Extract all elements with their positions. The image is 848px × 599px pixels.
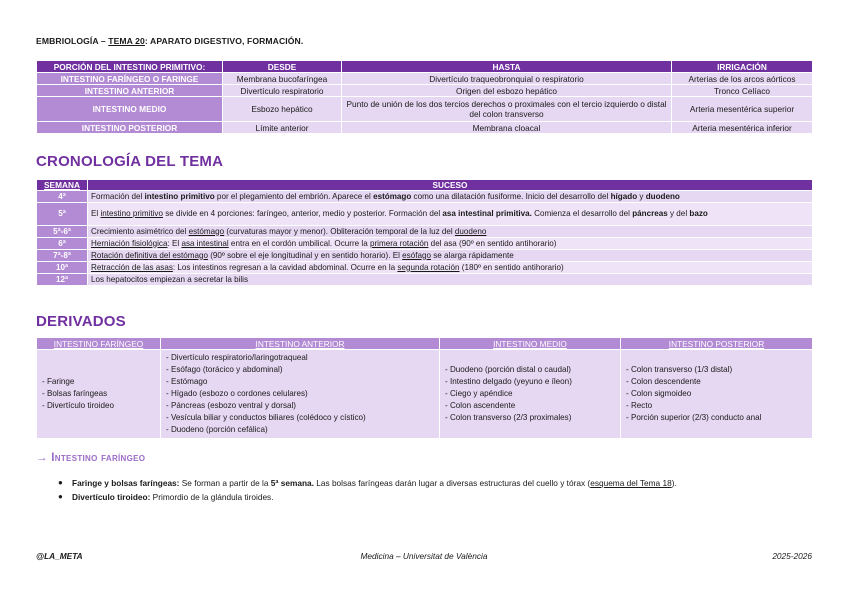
- row-desde: Membrana bucofaríngea: [223, 73, 342, 85]
- row-porcion: INTESTINO ANTERIOR: [37, 85, 223, 97]
- event-underline: intestino primitivo: [100, 209, 163, 218]
- derivados-posterior-cell: [621, 350, 813, 439]
- event-text: (90º sobre el eje longitudinal y en sentido horario). El: [207, 250, 403, 260]
- document-title: [36, 36, 303, 46]
- list-item: [58, 476, 812, 490]
- table-row: [37, 85, 813, 97]
- event-underline: esófago: [402, 250, 431, 260]
- list-item: - Divertículo tiroideo: [42, 401, 114, 410]
- bullet-bold: Divertículo tiroideo:: [72, 492, 151, 502]
- tema18-link[interactable]: esquema del Tema 18: [590, 478, 672, 488]
- week-cell: 6ª: [37, 238, 88, 250]
- list-item: - Colon sigmoideo: [626, 389, 692, 398]
- portions-header-row: [37, 61, 813, 73]
- event-underline: Retracción de las asas: [91, 262, 173, 272]
- derivados-medio-cell: [440, 350, 621, 439]
- row-irrigacion: Tronco Celíaco: [672, 85, 813, 97]
- cronologia-heading: CRONOLOGÍA DEL TEMA: [36, 153, 224, 170]
- table-row: [37, 226, 813, 238]
- derivados-table: [36, 337, 813, 439]
- table-row: [37, 122, 813, 134]
- list-item: - Duodeno (porción cefálica): [166, 425, 268, 434]
- table-row: [37, 191, 813, 203]
- bullet-icon: ●: [58, 478, 63, 487]
- title-suffix: : APARATO DIGESTIVO, FORMACIÓN.: [144, 36, 304, 46]
- event-text: Los hepatocitos empiezan a secretar la bilis: [91, 274, 249, 284]
- table-row: [37, 262, 813, 274]
- event-cell: [88, 191, 813, 203]
- list-item: - Estómago: [166, 377, 208, 386]
- event-text: : Los intestinos regresan a la cavidad abdominal. Ocurre en la: [172, 262, 398, 272]
- row-irrigacion: Arteria mesentérica inferior: [672, 122, 813, 134]
- event-text: y: [637, 191, 646, 201]
- week-cell: 7ª-8ª: [37, 250, 88, 262]
- list-item: - Ciego y apéndice: [445, 389, 513, 398]
- row-porcion: INTESTINO POSTERIOR: [37, 122, 223, 134]
- col-header-hasta: HASTA: [342, 61, 672, 73]
- title-prefix: EMBRIOLOGÍA –: [36, 36, 109, 46]
- col-header-posterior: INTESTINO POSTERIOR: [621, 338, 813, 350]
- event-bold: hígado: [610, 191, 638, 201]
- col-header-semana: SEMANA: [37, 180, 88, 191]
- event-cell: [88, 274, 813, 286]
- event-cell: [88, 226, 813, 238]
- event-underline: asa intestinal: [181, 238, 229, 248]
- event-text: : El: [167, 238, 182, 248]
- week-cell: 5ª-6ª: [37, 226, 88, 238]
- bullet-post: Las bolsas faríngeas darán lugar a diversas estructuras del cuello y tórax (: [313, 478, 591, 488]
- event-text: se alarga rápidamente: [430, 250, 514, 260]
- intestino-faringeo-heading: → Intestino faríngeo: [36, 452, 146, 464]
- bullet-pre: Primordio de la glándula tiroides.: [150, 492, 274, 502]
- event-text: El: [91, 209, 101, 218]
- bullet-pre: Se forman a partir de la: [179, 478, 271, 488]
- table-row: [37, 203, 813, 226]
- derivados-header-row: [37, 338, 813, 350]
- list-item: - Hígado (esbozo o cordones celulares): [166, 389, 308, 398]
- portions-table: [36, 60, 813, 134]
- event-underline: segunda rotación: [397, 262, 460, 272]
- table-row: [37, 250, 813, 262]
- row-hasta: Membrana cloacal: [342, 122, 672, 134]
- bullet-end: ).: [671, 478, 677, 488]
- row-porcion: INTESTINO MEDIO: [37, 97, 223, 122]
- bullet-text: [72, 490, 274, 504]
- col-header-suceso: SUCESO: [88, 180, 813, 191]
- event-underline: primera rotación: [369, 238, 429, 248]
- event-text: se divide en 4 porciones: faríngeo, anterior, medio y posterior. Formación del: [162, 209, 443, 218]
- list-item: - Duodeno (porción distal o caudal): [445, 365, 571, 374]
- col-header-desde: DESDE: [223, 61, 342, 73]
- event-text: Formación del: [91, 191, 145, 201]
- event-cell: [88, 203, 813, 226]
- event-text: por el plegamiento del embrión. Aparece el: [214, 191, 374, 201]
- event-cell: [88, 262, 813, 274]
- list-item: - Intestino delgado (yeyuno e íleon): [445, 377, 572, 386]
- event-bold: páncreas: [632, 209, 668, 218]
- event-bold: intestino primitivo: [144, 191, 215, 201]
- table-row: [37, 73, 813, 85]
- row-porcion: INTESTINO FARÍNGEO O FARINGE: [37, 73, 223, 85]
- row-irrigacion: Arterias de los arcos aórticos: [672, 73, 813, 85]
- col-header-medio: INTESTINO MEDIO: [440, 338, 621, 350]
- row-desde: Esbozo hepático: [223, 97, 342, 122]
- week-cell: 12ª: [37, 274, 88, 286]
- event-underline: estómago: [188, 226, 225, 236]
- bullet-bold-2: 5ª semana.: [270, 478, 314, 488]
- list-item: - Colon transverso (1/3 distal): [626, 365, 733, 374]
- list-item: - Recto: [626, 401, 653, 410]
- bullet-bold: Faringe y bolsas faríngeas:: [72, 478, 180, 488]
- event-bold: asa intestinal primitiva.: [442, 209, 532, 218]
- list-item: - Páncreas (esbozo ventral y dorsal): [166, 401, 297, 410]
- list-item: - Bolsas faríngeas: [42, 389, 108, 398]
- event-underline: Rotación definitiva del estómago: [91, 250, 208, 260]
- event-bold: duodeno: [645, 191, 680, 201]
- list-item: - Esófago (torácico y abdominal): [166, 365, 283, 374]
- event-text: del asa (90º en sentido antihorario): [428, 238, 557, 248]
- row-irrigacion: Arteria mesentérica superior: [672, 97, 813, 122]
- cronologia-header-row: [37, 180, 813, 191]
- row-desde: Límite anterior: [223, 122, 342, 134]
- event-text: Crecimiento asimétrico del: [91, 226, 189, 236]
- event-bold: estómago: [373, 191, 412, 201]
- week-cell: 4ª: [37, 191, 88, 203]
- list-item: [58, 490, 812, 504]
- derivados-anterior-cell: [161, 350, 440, 439]
- event-text: Comienza el desarrollo del: [531, 209, 633, 218]
- row-hasta: Divertículo traqueobronquial o respiratorio: [342, 73, 672, 85]
- title-tema: TEMA 20: [108, 36, 145, 46]
- event-text: y del: [667, 209, 690, 218]
- bullet-text: [72, 476, 677, 490]
- cronologia-table: [36, 179, 813, 286]
- event-text: (curvaturas mayor y menor). Obliteración temporal de la luz del: [224, 226, 455, 236]
- footer-author: @LA_META: [36, 551, 83, 561]
- table-row: [37, 274, 813, 286]
- col-header-faringeo: INTESTINO FARÍNGEO: [37, 338, 161, 350]
- list-item: - Faringe: [42, 377, 75, 386]
- row-desde: Divertículo respiratorio: [223, 85, 342, 97]
- event-text: entra en el cordón umbilical. Ocurre la: [228, 238, 370, 248]
- table-row: [37, 97, 813, 122]
- list-item: - Divertículo respiratorio/laringotraqueal: [166, 353, 308, 362]
- list-item: - Colon ascendente: [445, 401, 516, 410]
- event-underline: duodeno: [454, 226, 487, 236]
- intestino-faringeo-list: [58, 476, 812, 504]
- list-item: - Porción superior (2/3) conducto anal: [626, 413, 762, 422]
- event-cell: [88, 250, 813, 262]
- col-header-anterior: INTESTINO ANTERIOR: [161, 338, 440, 350]
- derivados-heading: DERIVADOS: [36, 313, 126, 330]
- event-bold: bazo: [689, 209, 708, 218]
- list-item: - Vesícula biliar y conductos biliares (colédoco y cístico): [166, 413, 366, 422]
- footer-center: Medicina – Universitat de València: [360, 551, 488, 561]
- event-text: como una dilatación fusiforme. Inicio del desarrollo del: [411, 191, 611, 201]
- row-hasta: Origen del esbozo hepático: [342, 85, 672, 97]
- bullet-icon: ●: [58, 492, 63, 501]
- event-underline: Herniación fisiológica: [91, 238, 168, 248]
- week-cell: 5ª: [37, 203, 88, 226]
- footer-year: 2025-2026: [772, 551, 812, 561]
- event-cell: [88, 238, 813, 250]
- list-item: - Colon descendente: [626, 377, 701, 386]
- col-header-irrigacion: IRRIGACIÓN: [672, 61, 813, 73]
- col-header-porcion: PORCIÓN DEL INTESTINO PRIMITIVO:: [37, 61, 223, 73]
- table-row: [37, 350, 813, 439]
- week-cell: 10ª: [37, 262, 88, 274]
- row-hasta: Punto de unión de los dos tercios derechos o proximales con el tercio izquierdo o distal del colon transverso: [342, 97, 672, 122]
- table-row: [37, 238, 813, 250]
- list-item: - Colon transverso (2/3 proximales): [445, 413, 572, 422]
- derivados-faringeo-cell: [37, 350, 161, 439]
- event-text: (180º en sentido antihorario): [459, 262, 564, 272]
